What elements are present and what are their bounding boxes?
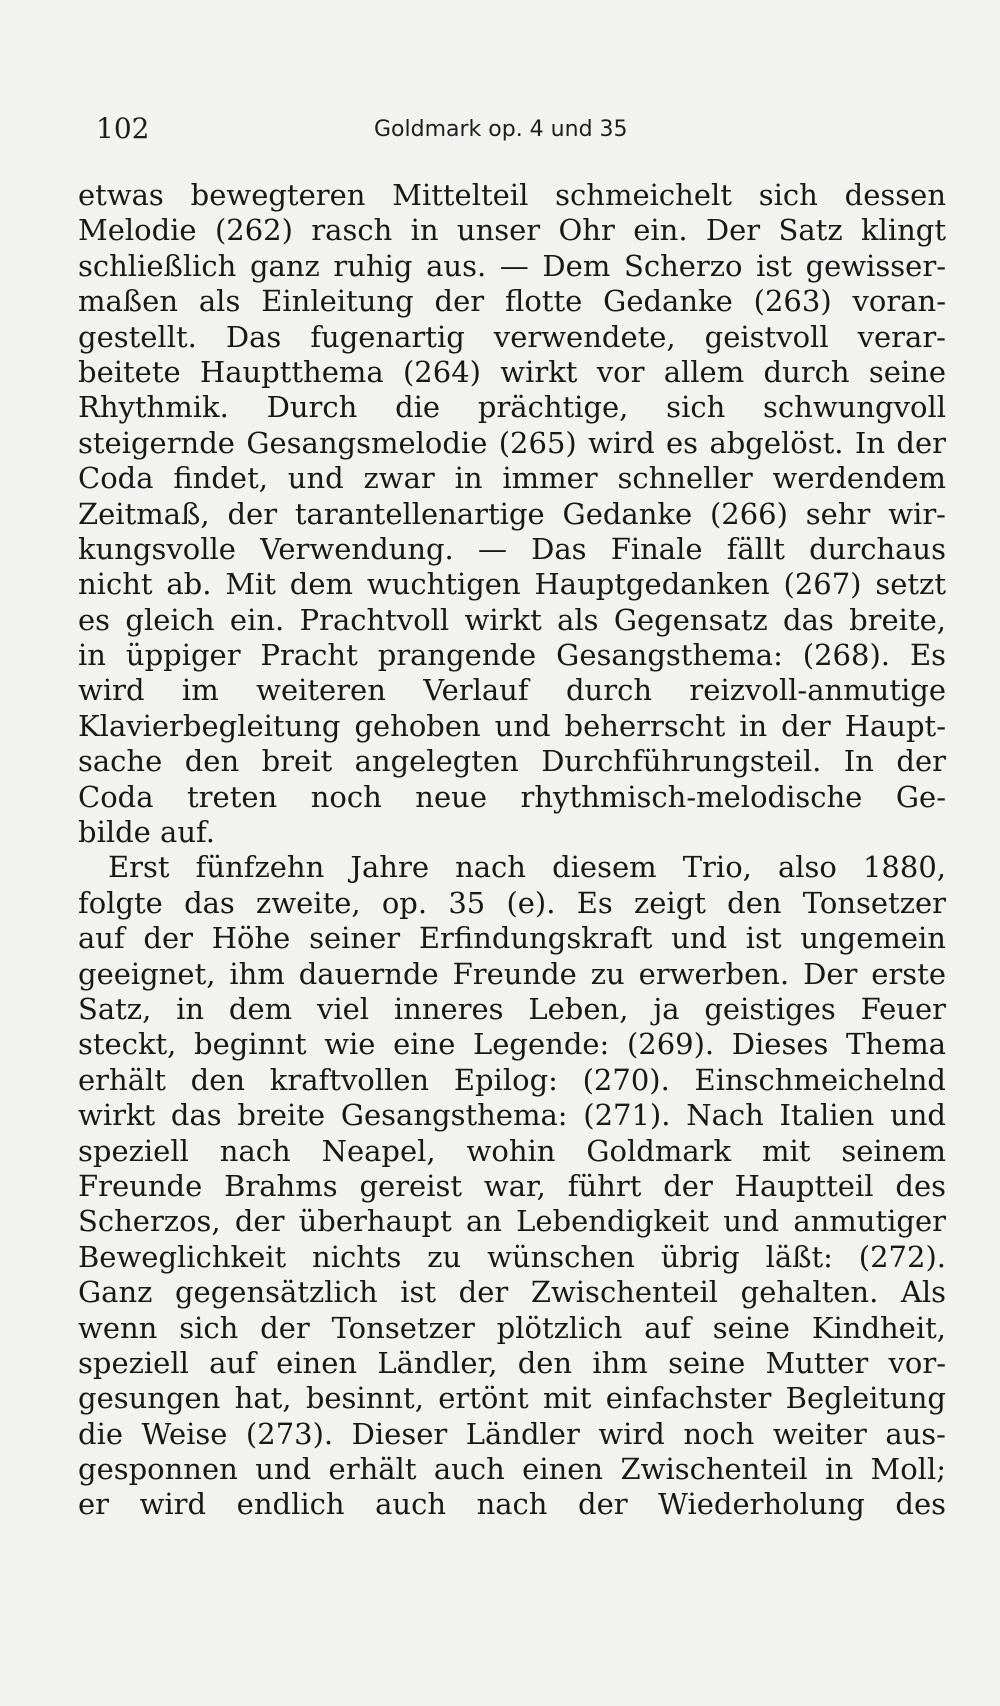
text-line: nicht ab. Mit dem wuchtigen Hauptgedanken (267) setzt: [78, 567, 946, 602]
text-line: bilde auf.: [78, 815, 215, 850]
text-line: wird im weiteren Verlauf durch reizvoll-anmutige: [78, 673, 946, 708]
text-line: Freunde Brahms gereist war, führt der Hauptteil des: [78, 1168, 946, 1203]
text-line: folgte das zweite, op. 35 (e). Es zeigt den Tonsetzer: [78, 885, 946, 920]
text-line: Ganz gegensätzlich ist der Zwischenteil gehalten. Als: [78, 1275, 946, 1310]
text-line: er wird endlich auch nach der Wiederholung des: [78, 1487, 946, 1522]
text-line: gestellt. Das fugenartig verwendete, geistvoll verar-: [78, 319, 946, 354]
text-line: Coda treten noch neue rhythmisch-melodische Ge-: [78, 779, 946, 814]
running-head: [96, 112, 882, 152]
text-line: die Weise (273). Dieser Ländler wird noch weiter aus-: [78, 1416, 946, 1451]
text-line: steckt, beginnt wie eine Legende: (269). Dieses Thema: [78, 1027, 946, 1062]
text-line: schließlich ganz ruhig aus. — Dem Scherzo ist gewisser-: [78, 248, 946, 283]
text-line: wirkt das breite Gesangsthema: (271). Nach Italien und: [78, 1098, 946, 1133]
body-text: [78, 178, 946, 1523]
text-line: Beweglichkeit nichts zu wünschen übrig läßt: (272).: [78, 1239, 946, 1274]
text-line: etwas bewegteren Mittelteil schmeichelt sich dessen: [78, 178, 946, 212]
text-line: Satz, in dem viel inneres Leben, ja geistiges Feuer: [78, 991, 946, 1026]
text-line: Klavierbegleitung gehoben und beherrscht in der Haupt-: [78, 708, 946, 743]
text-line: Coda findet, und zwar in immer schneller werdendem: [78, 461, 946, 496]
text-line: speziell nach Neapel, wohin Goldmark mit seinem: [78, 1133, 946, 1168]
text-line: Scherzos, der überhaupt an Lebendigkeit und anmutiger: [78, 1204, 946, 1239]
text-line: gesungen hat, besinnt, ertönt mit einfachster Begleitung: [78, 1381, 946, 1416]
text-line: steigernde Gesangsmelodie (265) wird es abgelöst. In der: [78, 425, 946, 460]
text-line: Rhythmik. Durch die prächtige, sich schwungvoll: [78, 390, 946, 425]
text-line: speziell auf einen Ländler, den ihm seine Mutter vor-: [78, 1345, 946, 1380]
text-line: Zeitmaß, der tarantellenartige Gedanke (266) sehr wir-: [78, 496, 946, 531]
text-line: Erst fünfzehn Jahre nach diesem Trio, also 1880,: [108, 850, 946, 885]
text-line: in üppiger Pracht prangende Gesangsthema: (268). Es: [78, 638, 946, 673]
running-title: Goldmark op. 4 und 35: [374, 117, 628, 142]
text-line: sache den breit angelegten Durchführungsteil. In der: [78, 744, 946, 779]
text-line: auf der Höhe seiner Erfindungskraft und ist ungemein: [78, 921, 946, 956]
text-line: gesponnen und erhält auch einen Zwischenteil in Moll;: [78, 1452, 946, 1487]
text-line: kungsvolle Verwendung. — Das Finale fällt durchaus: [78, 531, 946, 566]
text-line: wenn sich der Tonsetzer plötzlich auf seine Kindheit,: [78, 1310, 946, 1345]
text-line: erhält den kraftvollen Epilog: (270). Einschmeichelnd: [78, 1062, 946, 1097]
text-line: maßen als Einleitung der flotte Gedanke (263) voran-: [78, 284, 946, 319]
text-line: es gleich ein. Prachtvoll wirkt als Gegensatz das breite,: [78, 602, 946, 637]
text-line: beitete Hauptthema (264) wirkt vor allem durch seine: [78, 354, 946, 389]
page-number: 102: [96, 112, 150, 145]
text-line: Melodie (262) rasch in unser Ohr ein. Der Satz klingt: [78, 213, 946, 248]
text-line: geeignet, ihm dauernde Freunde zu erwerben. Der erste: [78, 956, 946, 991]
